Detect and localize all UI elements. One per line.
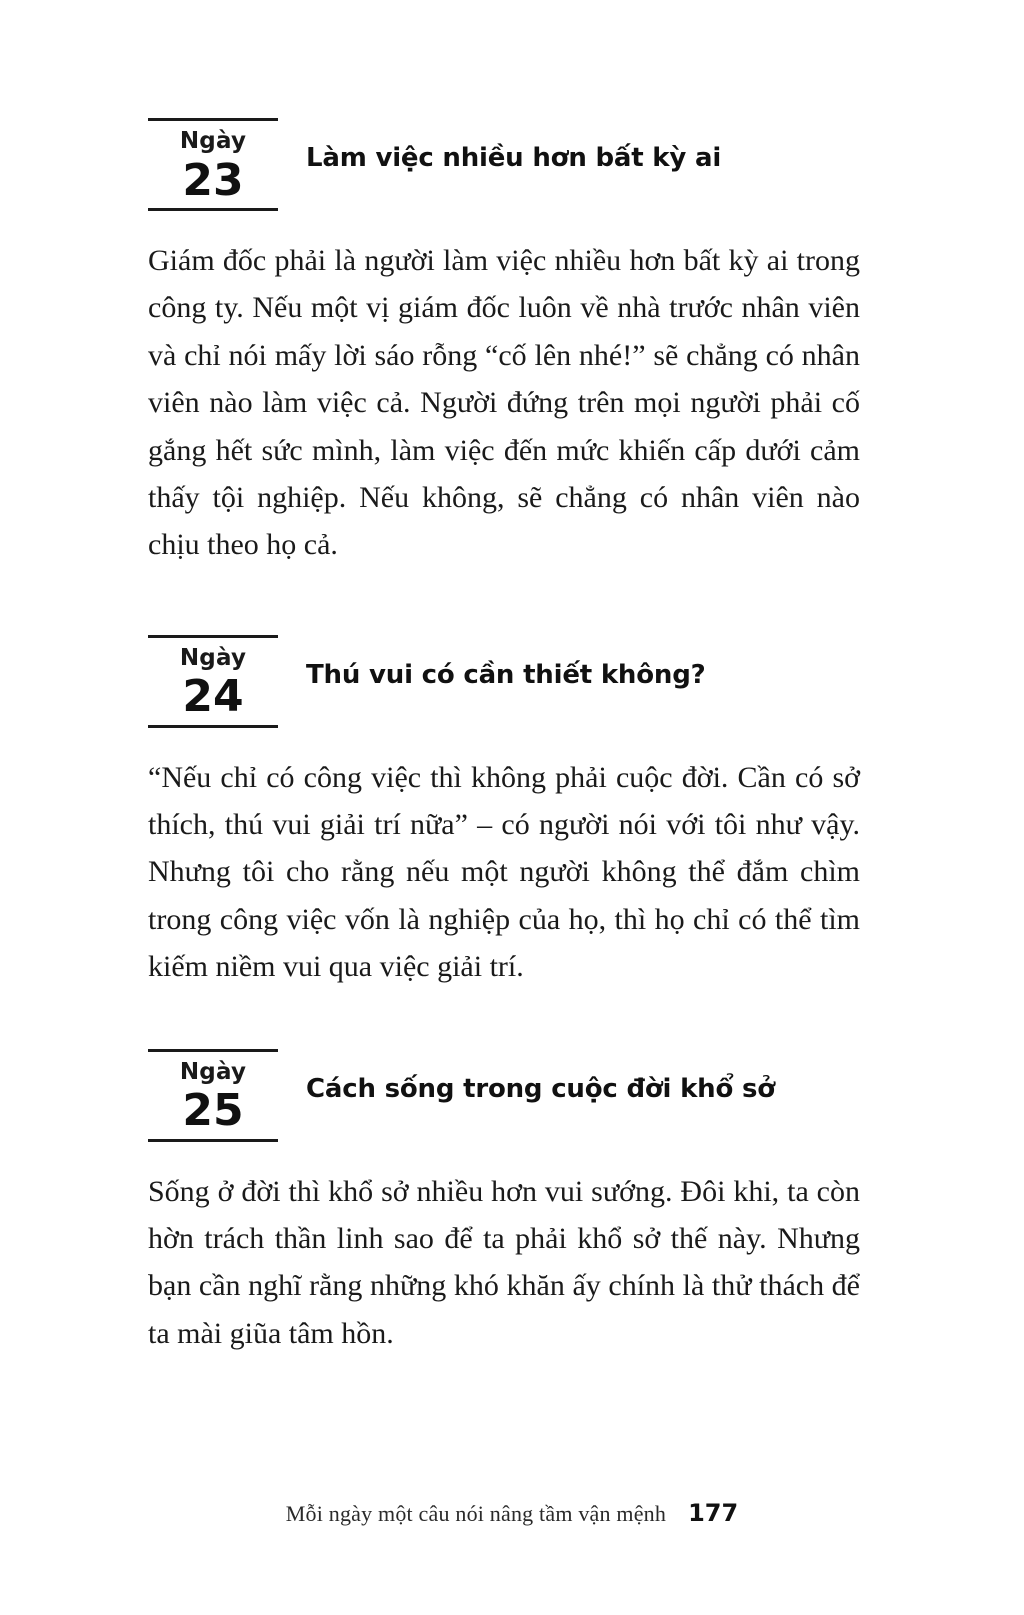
day-number: 25 xyxy=(182,1085,244,1137)
day-number: 23 xyxy=(182,154,244,206)
entry-body: “Nếu chỉ có công việc thì không phải cuộc đời. Cần có sở thích, thú vui giải trí nữa” – có người nói với tôi như vậy. Nhưng tôi cho rằng nếu một người không thể đắm chìm trong công việc vốn là nghiệp của họ, thì họ chỉ có thể tìm kiếm niềm vui qua việc giải trí. xyxy=(148,760,860,984)
day-label: Ngày xyxy=(179,128,247,154)
entry-day-24 xyxy=(148,635,860,991)
day-number: 24 xyxy=(182,671,244,723)
entry-day-23 xyxy=(148,118,860,569)
entry-title: Cách sống trong cuộc đời khổ sở xyxy=(306,1073,775,1104)
entry-title: Thú vui có cần thiết không? xyxy=(306,659,706,690)
day-marker xyxy=(148,635,278,728)
entry-header xyxy=(148,635,860,728)
entry-title: Làm việc nhiều hơn bất kỳ ai xyxy=(306,143,722,173)
day-label: Ngày xyxy=(179,644,247,671)
entry-header xyxy=(148,118,860,211)
day-label: Ngày xyxy=(179,1058,247,1085)
day-marker xyxy=(148,118,278,211)
footer-book-title: Mỗi ngày một câu nói nâng tầm vận mệnh xyxy=(285,1501,667,1526)
day-marker xyxy=(148,1049,278,1142)
page-number: 177 xyxy=(688,1499,739,1527)
section-spacer xyxy=(148,991,860,1049)
entry-day-25 xyxy=(148,1049,860,1358)
page-footer xyxy=(0,1499,1024,1527)
page-content xyxy=(148,118,860,1357)
entry-body: Sống ở đời thì khổ sở nhiều hơn vui sướng. Đôi khi, ta còn hờn trách thần linh sao để ta phải khổ sở thế này. Nhưng bạn cần nghĩ rằng những khó khăn ấy chính là thử thách để ta mài giũa tâm hồn. xyxy=(148,1174,860,1350)
section-spacer xyxy=(148,569,860,635)
entry-body: Giám đốc phải là người làm việc nhiều hơn bất kỳ ai trong công ty. Nếu một vị giám đốc luôn về nhà trước nhân viên và chỉ nói mấy lời sáo rỗng “cố lên nhé!” sẽ chẳng có nhân viên nào làm việc cả. Người đứng trên mọi người phải cố gắng hết sức mình, làm việc đến mức khiến cấp dưới cảm thấy tội nghiệp. Nếu không, sẽ chẳng có nhân viên nào chịu theo họ cả. xyxy=(148,243,860,562)
entry-header xyxy=(148,1049,860,1142)
